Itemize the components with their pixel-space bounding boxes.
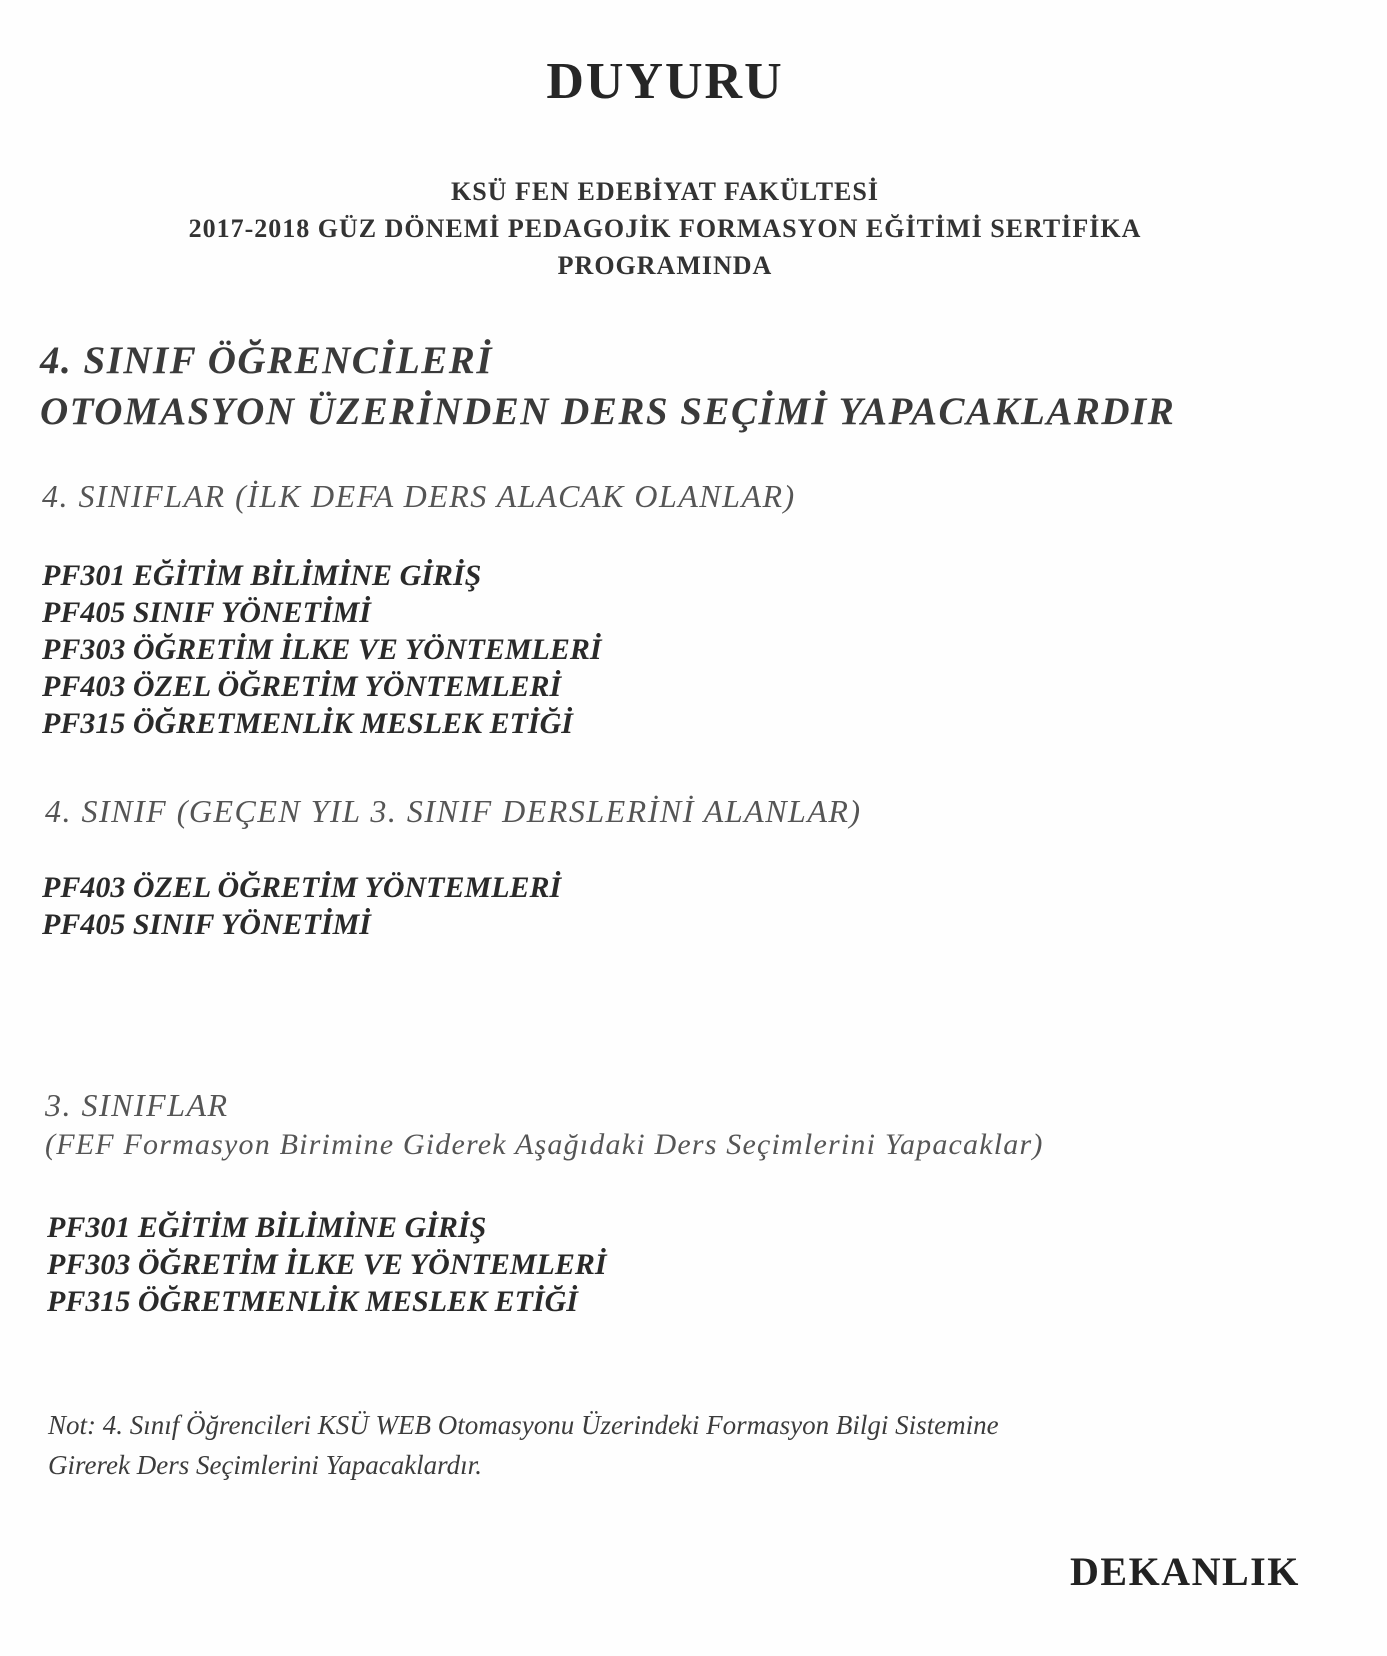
course-item: PF403 ÖZEL ÖĞRETİM YÖNTEMLERİ xyxy=(42,670,562,703)
course-list-first-time xyxy=(42,557,602,742)
header-line-faculty: KSÜ FEN EDEBİYAT FAKÜLTESİ xyxy=(451,177,879,206)
page-title: DUYURU xyxy=(546,53,784,110)
course-item: PF315 ÖĞRETMENLİK MESLEK ETİĞİ xyxy=(47,1285,578,1318)
headline-line-1: 4. SINIF ÖĞRENCİLERİ xyxy=(40,339,494,382)
section-subheading-third-year: (FEF Formasyon Birimine Giderek Aşağıdaki Ders Seçimlerini Yapacaklar) xyxy=(45,1128,1044,1161)
section-heading-previous-year: 4. SINIF (GEÇEN YIL 3. SINIF DERSLERİNİ ALANLAR) xyxy=(45,793,862,829)
header-line-programinda: PROGRAMINDA xyxy=(557,251,773,280)
course-list-third-year xyxy=(47,1209,607,1320)
course-item: PF303 ÖĞRETİM İLKE VE YÖNTEMLERİ xyxy=(47,1248,607,1281)
note-line-2: Girerek Ders Seçimlerini Yapacaklardır. xyxy=(48,1450,482,1480)
note-text xyxy=(48,1405,999,1485)
course-item: PF301 EĞİTİM BİLİMİNE GİRİŞ xyxy=(42,559,482,592)
course-item: PF405 SINIF YÖNETİMİ xyxy=(42,908,371,941)
header-line-program: 2017-2018 GÜZ DÖNEMİ PEDAGOJİK FORMASYON EĞİTİMİ SERTİFİKA xyxy=(188,214,1142,243)
section-heading-third-year: 3. SINIFLAR xyxy=(45,1087,229,1123)
course-item: PF403 ÖZEL ÖĞRETİM YÖNTEMLERİ xyxy=(42,871,562,904)
course-item: PF315 ÖĞRETMENLİK MESLEK ETİĞİ xyxy=(42,707,573,740)
signature-dekanlik: DEKANLIK xyxy=(1070,1549,1300,1594)
course-item: PF303 ÖĞRETİM İLKE VE YÖNTEMLERİ xyxy=(42,633,602,666)
note-line-1: Not: 4. Sınıf Öğrencileri KSÜ WEB Otomasyonu Üzerindeki Formasyon Bilgi Sistemine xyxy=(48,1410,999,1440)
course-item: PF301 EĞİTİM BİLİMİNE GİRİŞ xyxy=(47,1211,487,1244)
headline-line-2: OTOMASYON ÜZERİNDEN DERS SEÇİMİ YAPACAKLARDIR xyxy=(40,390,1176,433)
faculty-header xyxy=(0,173,1330,284)
course-item: PF405 SINIF YÖNETİMİ xyxy=(42,596,371,629)
course-list-previous-year xyxy=(42,869,561,943)
section-heading-first-time: 4. SINIFLAR (İLK DEFA DERS ALACAK OLANLAR) xyxy=(42,478,796,514)
